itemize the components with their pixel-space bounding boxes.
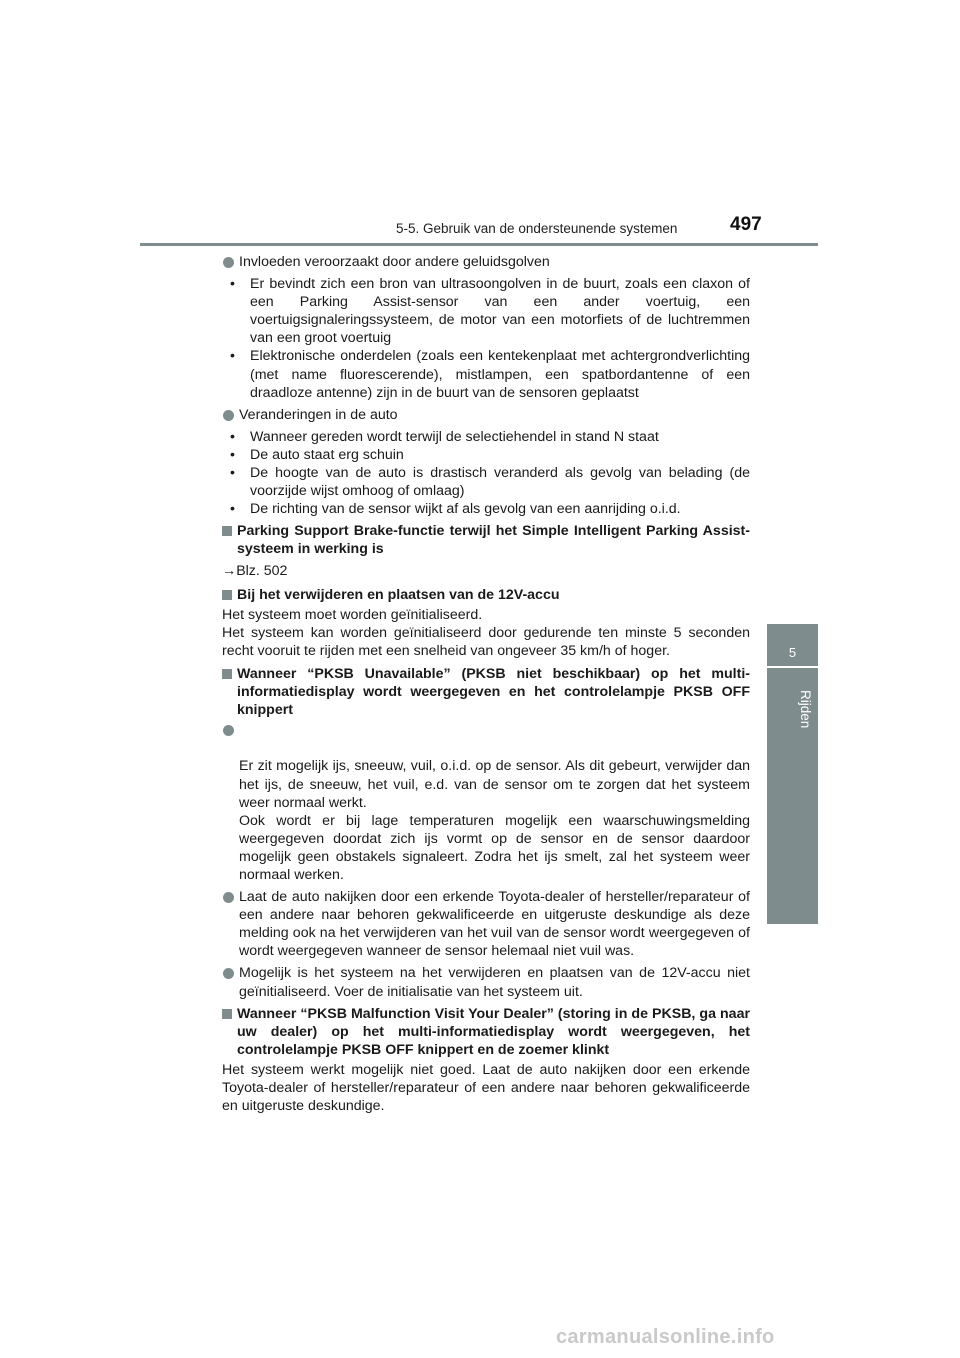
bullet-icon: • bbox=[230, 501, 235, 518]
sub-item: • Wanneer gereden wordt terwijl de selectiehendel in stand N staat bbox=[230, 428, 659, 445]
item-title: Veranderingen in de auto bbox=[239, 406, 398, 423]
page-number: 497 bbox=[730, 214, 762, 235]
list-item bbox=[222, 253, 750, 271]
square-bullet-icon bbox=[222, 1009, 232, 1019]
watermark: carmanualsonline.info bbox=[556, 1326, 775, 1348]
sub-item: • De auto staat erg schuin bbox=[230, 446, 404, 463]
list-item bbox=[222, 406, 750, 424]
sub-item: • De richting van de sensor wijkt af als gevolg van een aanrijding o.i.d. bbox=[230, 501, 681, 518]
bullet-icon: • bbox=[230, 348, 235, 365]
bullet-icon: • bbox=[230, 428, 235, 445]
sub-item: • Elektronische onderdelen (zoals een kentekenplaat met achtergrondverlichting (met name fluorescerende), mistlampen, een spatbordantenne of een draadloze antenne) zijn in de buurt van de sensoren geplaatst bbox=[230, 348, 750, 401]
circle-bullet-icon bbox=[223, 410, 234, 421]
square-bullet-icon bbox=[222, 669, 232, 679]
square-bullet-icon bbox=[222, 590, 232, 600]
section-heading: Wanneer “PKSB Unavailable” (PKSB niet beschikbaar) op het multi-informatiedisplay wordt weergegeven en het controlelampje PKSB OFF knippert bbox=[222, 665, 750, 719]
bullet-icon: • bbox=[230, 276, 235, 293]
list-item: Laat de auto nakijken door een erkende Toyota-dealer of hersteller/reparateur of een andere naar behoren gekwalificeerde en uitgeruste deskundige als deze melding ook na het verwijderen van het vuil van de sensor wordt weergegeven of wordt weergegeven wanneer de sensor helemaal niet vuil was. bbox=[222, 888, 750, 960]
section-heading: Bij het verwijderen en plaatsen van de 12V-accu bbox=[222, 586, 750, 604]
square-bullet-icon bbox=[222, 526, 232, 536]
item-title: Invloeden veroorzaakt door andere geluidsgolven bbox=[239, 254, 550, 270]
page-content bbox=[222, 253, 750, 1120]
chapter-tab-divider bbox=[767, 666, 818, 668]
header-rule bbox=[140, 243, 818, 246]
section-heading: Parking Support Brake-functie terwijl het Simple Intelligent Parking Assist-systeem in werking is bbox=[222, 522, 750, 558]
sub-item: • Er bevindt zich een bron van ultrasoongolven in de buurt, zoals een claxon of een Parking Assist-sensor van een ander voertuig, een voertuigsignaleringssysteem, de motor van een motorfiets of de luchtremmen van een groot voertuig bbox=[230, 276, 750, 347]
chapter-tab bbox=[767, 624, 818, 924]
list-item: Er zit mogelijk ijs, sneeuw, vuil, o.i.d. op de sensor. Als dit gebeurt, verwijder dan het ijs, de sneeuw, het vuil, e.d. van de sensor om te zorgen dat het systeem weer normaal werkt. Ook wordt er bij lage temperaturen mogelijk een waarschuwingsmelding weergegeven doordat zich ijs vormt op de sensor en de sensor daardoor mogelijk geen obstakels signaleert. Zodra het ijs smelt, zal het systeem weer normaal werken. bbox=[222, 721, 750, 884]
circle-bullet-icon bbox=[223, 892, 234, 903]
chapter-label: Rijden bbox=[798, 690, 813, 729]
bullet-icon: • bbox=[230, 465, 235, 482]
sub-list bbox=[228, 428, 750, 518]
section-text: Het systeem moet worden geïnitialiseerd. Het systeem kan worden geïnitialiseerd door gedurende ten minste 5 seconden recht vooruit te rijden met een snelheid van ongeveer 35 km/h of hoger. bbox=[222, 606, 750, 659]
list-item: Mogelijk is het systeem na het verwijderen en plaatsen van de 12V-accu niet geïnitialiseerd. Voer de initialisatie van het systeem uit. bbox=[222, 964, 750, 1000]
section-title: 5-5. Gebruik van de ondersteunende systemen bbox=[396, 221, 678, 236]
circle-bullet-icon bbox=[223, 968, 234, 979]
circle-bullet-icon bbox=[223, 725, 234, 736]
chapter-number: 5 bbox=[788, 645, 797, 660]
section-text: Het systeem werkt mogelijk niet goed. Laat de auto nakijken door een erkende Toyota-dealer of hersteller/reparateur of een andere naar behoren gekwalificeerde en uitgeruste deskundige. bbox=[222, 1061, 750, 1115]
bullet-icon: • bbox=[230, 446, 235, 463]
sub-item: • De hoogte van de auto is drastisch veranderd als gevolg van belading (de voorzijde wijst omhoog of omlaag) bbox=[230, 465, 750, 500]
sub-list bbox=[228, 275, 750, 402]
circle-bullet-icon bbox=[223, 257, 234, 268]
page-reference: →Blz. 502 bbox=[222, 562, 288, 579]
section-heading: Wanneer “PKSB Malfunction Visit Your Dealer” (storing in de PKSB, ga naar uw dealer) op het multi-informatiedisplay wordt weergegeven, het controlelampje PKSB OFF knippert en de zoemer klinkt bbox=[222, 1005, 750, 1059]
